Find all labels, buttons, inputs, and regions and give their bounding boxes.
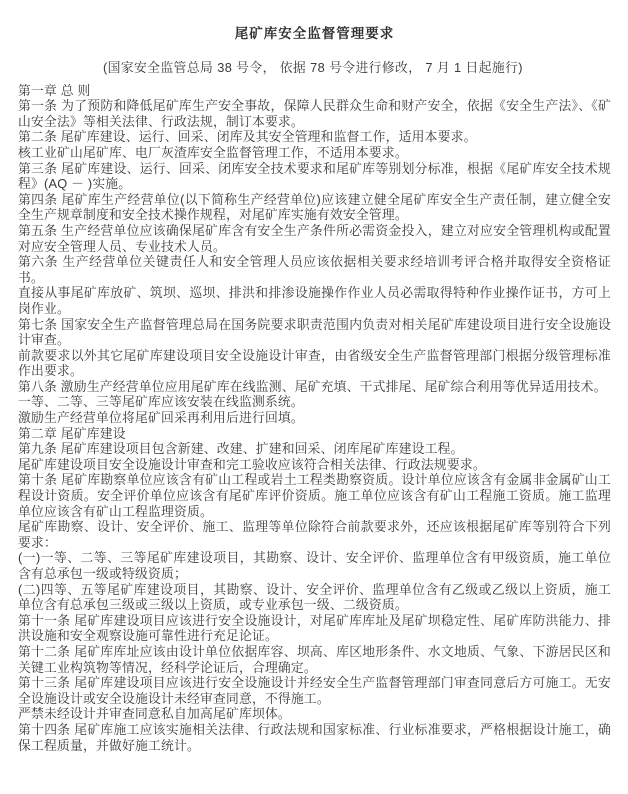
paragraph: 核工业矿山尾矿库、电厂灰渣库安全监督管理工作，不适用本要求。 — [18, 144, 408, 160]
paragraph: 第十条 尾矿库勘察单位应该含有矿山工程或岩土工程类勘察资质。设计单位应该含有金属非金属矿山工程设计资质。安全评价单位应该含有尾矿库评价资质。施工单位应该含有矿山工程施工资质。施工监理单位应该含有矿山工程监理资质。 — [18, 472, 611, 519]
paragraph: 第十二条 尾矿库库址应该由设计单位依据库容、坝高、库区地形条件、水文地质、气象、下游居民区和关键工业构筑物等情况，经科学论证后，合理确定。 — [18, 643, 611, 675]
paragraph: 一等、二等、三等尾矿库应该安装在线监测系统。 — [18, 394, 304, 410]
chapter-heading: 第一章 总 则 — [18, 82, 91, 98]
document-subtitle: (国家安全监管总局 38 号令， 依据 78 号令进行修改， 7 月 1 日起施行) — [103, 60, 523, 75]
paragraph: 第十三条 尾矿库建设项目应该进行安全设施设计并经安全生产监督管理部门审查同意后方可施工。无安全设施设计或安全设施设计未经审查同意，不得施工。 — [18, 675, 611, 706]
paragraph: 第五条 生产经营单位应该确保尾矿库含有安全生产条件所必需资金投入，建立对应安全管理机构或配置对应安全管理人员、专业技术人员。 — [18, 222, 611, 254]
paragraph: (一)一等、二等、三等尾矿库建设项目，其勘察、设计、安全评价、监理单位含有甲级资质，施工单位含有总承包一级或特级资质； — [18, 550, 611, 581]
paragraph: 第六条 生产经营单位关键责任人和安全管理人员应该依据相关要求经培训考评合格并取得安全资格证书。 — [18, 254, 611, 285]
paragraph: 第七条 国家安全生产监督管理总局在国务院要求职责范围内负责对相关尾矿库建设项目进行安全设施设计审查。 — [18, 316, 611, 348]
document-body — [18, 83, 611, 754]
paragraph: 激励生产经营单位将尾矿回采再利用后进行回填。 — [18, 410, 304, 426]
paragraph: 第三条 尾矿库建设、运行、回采、闭库安全技术要求和尾矿库等别划分标准，根据《尾矿库安全技术规程》(AQ － )实施。 — [18, 160, 611, 192]
paragraph: 第十四条 尾矿库施工应该实施相关法律、行政法规和国家标准、行业标准要求，严格根据设计施工，确保工程质量，并做好施工统计。 — [18, 721, 611, 753]
paragraph: 尾矿库建设项目安全设施设计审查和完工验收应该符合相关法律、行政法规要求。 — [18, 456, 486, 472]
paragraph: 尾矿库勘察、设计、安全评价、施工、监理等单位除符合前款要求外，还应该根据尾矿库等别符合下列要求： — [18, 519, 611, 550]
paragraph: (二)四等、五等尾矿库建设项目，其勘察、设计、安全评价、监理单位含有乙级或乙级以上资质，施工单位含有总承包三级或三级以上资质，或专业承包一级、二级资质。 — [18, 581, 611, 613]
document-title: 尾矿库安全监督管理要求 — [234, 26, 395, 41]
paragraph: 第九条 尾矿库建设项目包含新建、改建、扩建和回采、闭库尾矿库建设工程。 — [18, 441, 464, 457]
paragraph: 直接从事尾矿库放矿、筑坝、巡坝、排洪和排渗设施操作作业人员必需取得特种作业操作证书，方可上岗作业。 — [18, 285, 611, 316]
paragraph: 第八条 激励生产经营单位应用尾矿库在线监测、尾矿充填、干式排尾、尾矿综合利用等优异适用技术。 — [18, 378, 607, 394]
paragraph: 前款要求以外其它尾矿库建设项目安全设施设计审查，由省级安全生产监督管理部门根据分级管理标准作出要求。 — [18, 347, 611, 379]
chapter-heading: 第二章 尾矿库建设 — [18, 425, 126, 441]
paragraph: 第一条 为了预防和降低尾矿库生产安全事故，保障人民群众生命和财产安全，依据《安全生产法》、《矿山安全法》等相关法律、行政法规，制订本要求。 — [18, 98, 611, 129]
paragraph: 第十一条 尾矿库建设项目应该进行安全设施设计，对尾矿库库址及尾矿坝稳定性、尾矿库防洪能力、排洪设施和安全观察设施可靠性进行充足论证。 — [18, 612, 611, 644]
paragraph: 第二条 尾矿库建设、运行、回采、闭库及其安全管理和监督工作，适用本要求。 — [18, 129, 477, 145]
paragraph: 严禁未经设计并审查同意私自加高尾矿库坝体。 — [18, 706, 291, 722]
paragraph: 第四条 尾矿库生产经营单位(以下简称生产经营单位)应该建立健全尾矿库安全生产责任制，建立健全安全生产规章制度和安全技术操作规程，对尾矿库实施有效安全管理。 — [18, 191, 611, 223]
